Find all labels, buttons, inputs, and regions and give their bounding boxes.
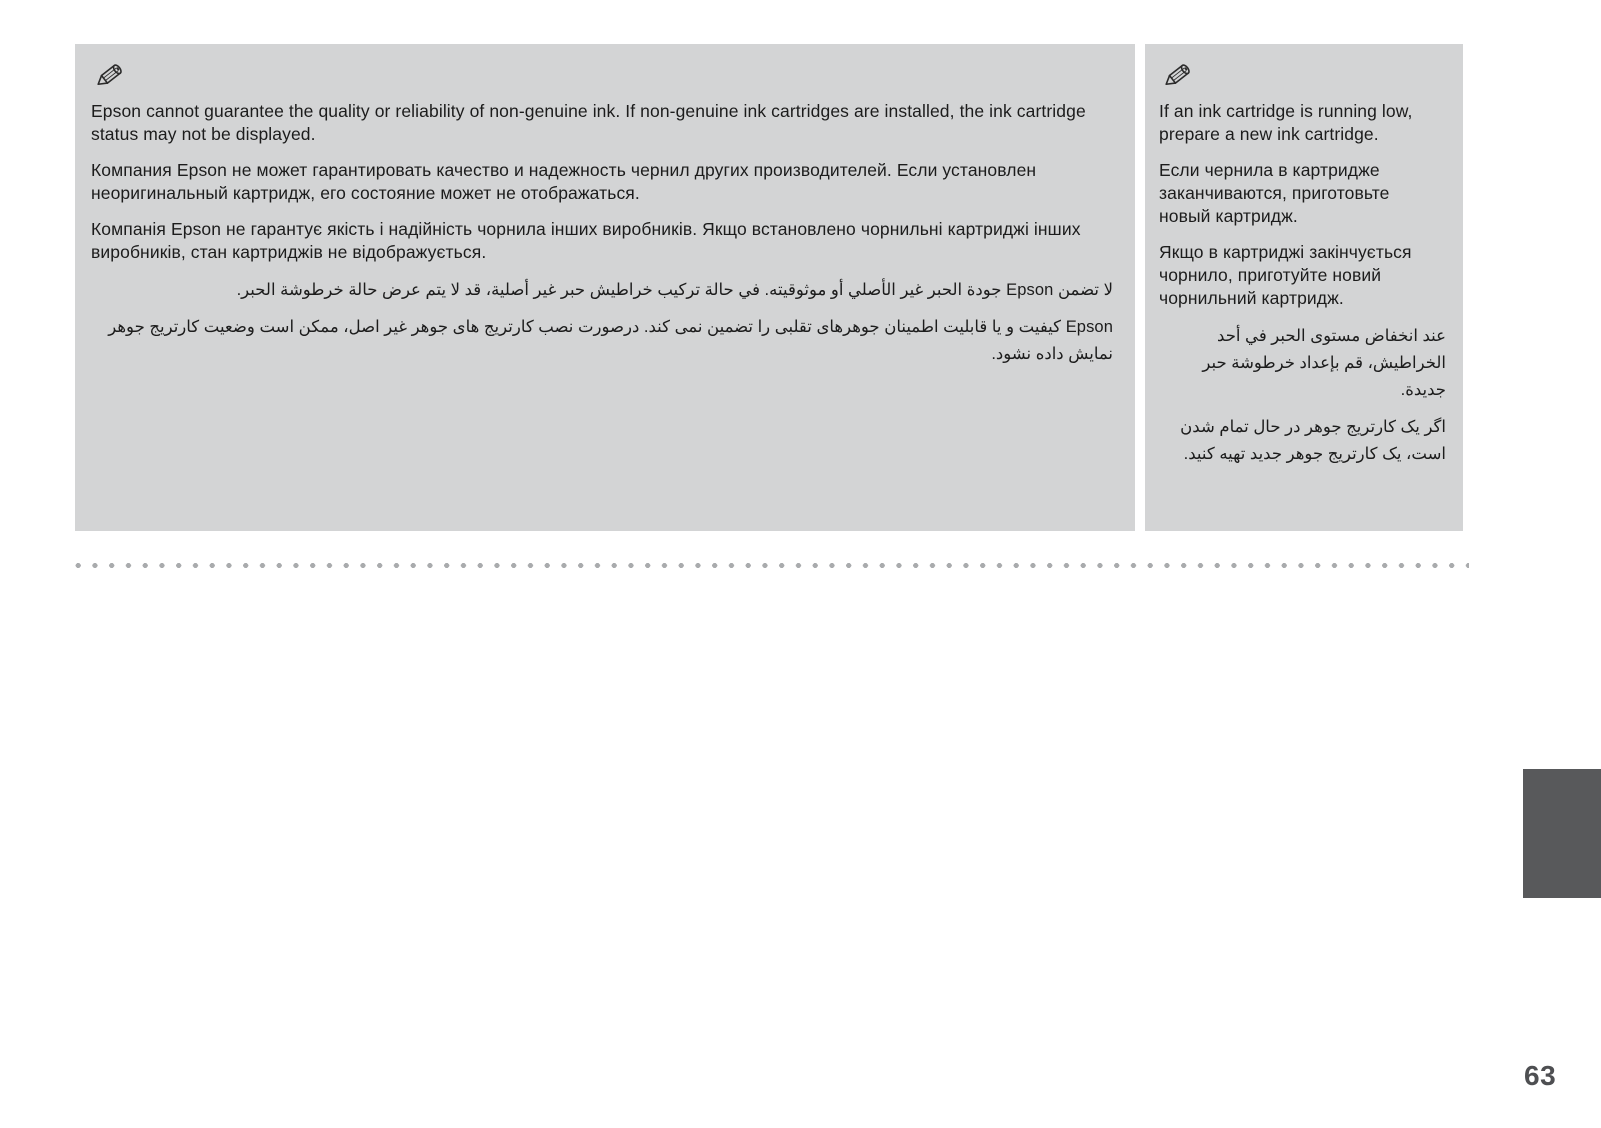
dotted-separator [75, 562, 1469, 569]
pencil-note-icon [93, 58, 127, 92]
page-number: 63 [1524, 1060, 1557, 1091]
note-right-text-en: If an ink cartridge is running low, prepare a new ink cartridge. [1159, 101, 1413, 144]
note-left-text-fa: Epson کیفیت و یا قابلیت اطمینان جوهرهای تقلبی را تضمین نمی کند. درصورت نصب کارتریج های جوهر غیر اصل، ممکن است وضعیت کارتریج جوهر نمایش داده نشود. [108, 318, 1113, 363]
note-left-text-ar: لا تضمن Epson جودة الحبر غير الأصلي أو موثوقيته. في حالة تركيب خراطيش حبر غير أصلية، قد لا يتم عرض حالة خرطوشة الحبر. [236, 281, 1113, 299]
note-left-text-ru: Компания Epson не может гарантировать качество и надежность чернил других производителей. Если установлен неоригинальный картридж, его состояние может не отображаться. [91, 160, 1037, 203]
note-right-text-ar: عند انخفاض مستوى الحبر في أحد الخراطيش، قم بإعداد خرطوشة حبر جديدة. [1202, 327, 1446, 399]
note-box-right [1145, 44, 1463, 531]
chapter-side-tab [1523, 769, 1601, 898]
note-right-text-fa: اگر یک کارتریج جوهر در حال تمام شدن است، یک کارتریج جوهر جدید تهیه کنید. [1180, 418, 1446, 463]
note-box-left [75, 44, 1135, 531]
note-right-text-ru: Если чернила в картридже заканчиваются, приготовьте новый картридж. [1159, 160, 1390, 226]
note-left-text-uk: Компанія Epson не гарантує якість і надійність чорнила інших виробників. Якщо встановлено чорнильні картриджі інших виробників, стан картриджів не відображується. [91, 219, 1081, 262]
note-right-text-uk: Якщо в картриджі закінчується чорнило, приготуйте новий чорнильний картридж. [1159, 242, 1412, 308]
pencil-note-icon [1161, 58, 1195, 92]
note-left-text-en: Epson cannot guarantee the quality or reliability of non-genuine ink. If non-genuine ink cartridges are installed, the ink cartridge status may not be displayed. [91, 101, 1086, 144]
